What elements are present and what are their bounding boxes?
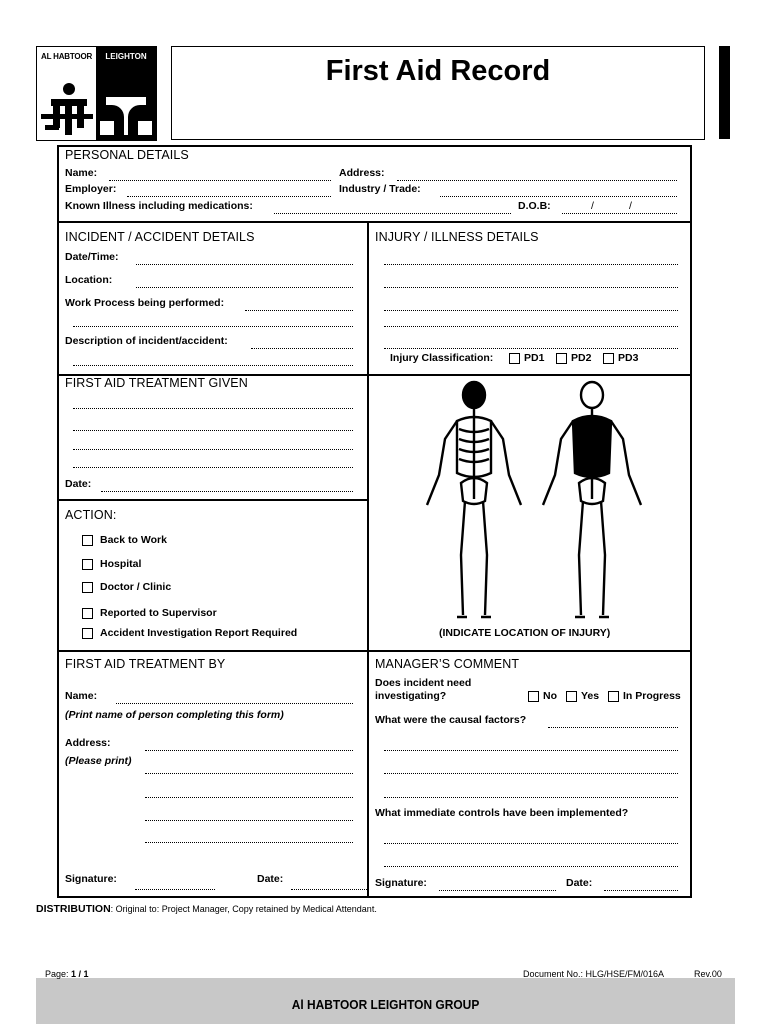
divider	[59, 221, 690, 223]
dob-label: D.O.B:	[518, 200, 551, 212]
address-label: Address:	[339, 167, 385, 179]
treatment-by-heading: FIRST AID TREATMENT BY	[65, 657, 226, 671]
location-field[interactable]	[136, 287, 353, 288]
work-process-field-2[interactable]	[73, 326, 353, 327]
controls-field-2[interactable]	[384, 866, 678, 867]
datetime-field[interactable]	[136, 264, 353, 265]
treatment-by-name-field[interactable]	[116, 703, 353, 704]
doctor-clinic-label: Doctor / Clinic	[100, 581, 172, 593]
company-name: Al HABTOOR LEIGHTON GROUP	[291, 997, 480, 1012]
treatment-by-address-label: Address:	[65, 737, 111, 749]
manager-heading: MANAGER’S COMMENT	[375, 657, 520, 671]
distribution-text: : Original to: Project Manager, Copy retained by Medical Attendant.	[110, 904, 377, 914]
industry-field[interactable]	[440, 196, 677, 197]
reported-supervisor-label: Reported to Supervisor	[100, 607, 217, 619]
reported-supervisor-checkbox[interactable]	[82, 608, 93, 619]
illness-field[interactable]	[274, 213, 511, 214]
work-process-field[interactable]	[245, 310, 353, 311]
page-number	[45, 969, 89, 979]
document-number: Document No.: HLG/HSE/FM/016A	[523, 969, 665, 979]
revision: Rev.00	[694, 969, 722, 979]
manager-signature-field[interactable]	[439, 890, 556, 891]
industry-label: Industry / Trade:	[339, 183, 421, 195]
treatment-by-date-field[interactable]	[291, 889, 367, 890]
treatment-field-3[interactable]	[73, 449, 353, 450]
investigation-report-label: Accident Investigation Report Required	[100, 627, 298, 639]
divider	[367, 650, 369, 896]
manager-date-label: Date:	[566, 877, 593, 889]
company-logo	[36, 46, 157, 141]
employer-label: Employer:	[65, 183, 117, 195]
investigate-yes-label: Yes	[581, 690, 600, 702]
title-box	[171, 46, 705, 140]
treatment-by-address-field-2[interactable]	[145, 773, 353, 774]
datetime-label: Date/Time:	[65, 251, 119, 263]
injury-field-1[interactable]	[384, 264, 678, 265]
investigation-report-checkbox[interactable]	[82, 628, 93, 639]
page-title: First Aid Record	[325, 55, 551, 87]
treatment-by-signature-label: Signature:	[65, 873, 117, 885]
logo-figure-icon	[41, 81, 93, 137]
pd3-label: PD3	[618, 352, 639, 364]
back-to-work-checkbox[interactable]	[82, 535, 93, 546]
description-field[interactable]	[251, 348, 353, 349]
doctor-clinic-checkbox[interactable]	[82, 582, 93, 593]
injury-field-5[interactable]	[384, 348, 678, 349]
treatment-by-address-field-3[interactable]	[145, 797, 353, 798]
treatment-date-label: Date:	[65, 478, 92, 490]
dob-field[interactable]	[562, 213, 677, 214]
pd1-checkbox[interactable]	[509, 353, 520, 364]
investigate-no-label: No	[543, 690, 557, 702]
investigate-yes-checkbox[interactable]	[566, 691, 577, 702]
illness-label: Known Illness including medications:	[65, 200, 253, 212]
pd2-label: PD2	[571, 352, 592, 364]
treatment-by-address-field-4[interactable]	[145, 820, 353, 821]
address-field[interactable]	[397, 180, 677, 181]
work-process-label: Work Process being performed:	[65, 297, 225, 309]
causal-factors-field-2[interactable]	[384, 750, 678, 751]
treatment-by-signature-field[interactable]	[135, 889, 215, 890]
personal-details-heading: PERSONAL DETAILS	[65, 148, 189, 162]
investigate-question-line1: Does incident need	[375, 677, 472, 689]
injury-field-3[interactable]	[384, 310, 678, 311]
causal-factors-field-4[interactable]	[384, 797, 678, 798]
body-diagram-caption: (INDICATE LOCATION OF INJURY)	[439, 627, 611, 639]
hospital-label: Hospital	[100, 558, 142, 570]
pd2-checkbox[interactable]	[556, 353, 567, 364]
dob-separator-1: /	[591, 200, 594, 212]
name-field[interactable]	[109, 180, 331, 181]
logo-right-text: LEIGHTON	[105, 52, 147, 61]
causal-factors-field-3[interactable]	[384, 773, 678, 774]
side-bar	[719, 46, 730, 139]
employer-field[interactable]	[127, 196, 331, 197]
location-label: Location:	[65, 274, 113, 286]
pd3-checkbox[interactable]	[603, 353, 614, 364]
manager-date-field[interactable]	[604, 890, 678, 891]
investigate-question-line2: investigating?	[375, 690, 447, 702]
treatment-by-address-field-1[interactable]	[145, 750, 353, 751]
injury-classification-label: Injury Classification:	[390, 352, 494, 364]
injury-field-2[interactable]	[384, 287, 678, 288]
back-to-work-label: Back to Work	[100, 534, 167, 546]
name-label: Name:	[65, 167, 98, 179]
causal-factors-label: What were the causal factors?	[375, 714, 527, 726]
controls-label: What immediate controls have been implemented?	[375, 807, 629, 819]
treatment-by-name-label: Name:	[65, 690, 98, 702]
investigate-in-progress-checkbox[interactable]	[608, 691, 619, 702]
controls-field-1[interactable]	[384, 843, 678, 844]
print-name-note: (Print name of person completing this form)	[65, 709, 284, 721]
treatment-heading: FIRST AID TREATMENT GIVEN	[65, 376, 248, 390]
treatment-field-4[interactable]	[73, 467, 353, 468]
incident-heading: INCIDENT / ACCIDENT DETAILS	[65, 230, 255, 244]
description-field-2[interactable]	[73, 365, 353, 366]
treatment-by-date-label: Date:	[257, 873, 284, 885]
injury-heading: INJURY / ILLNESS DETAILS	[375, 230, 539, 244]
description-label: Description of incident/accident:	[65, 335, 228, 347]
divider	[59, 499, 367, 501]
treatment-date-field[interactable]	[101, 491, 353, 492]
hospital-checkbox[interactable]	[82, 559, 93, 570]
please-print-note: (Please print)	[65, 755, 132, 767]
first-aid-form	[57, 145, 692, 898]
causal-factors-field-1[interactable]	[548, 727, 678, 728]
investigate-no-checkbox[interactable]	[528, 691, 539, 702]
treatment-by-address-field-5[interactable]	[145, 842, 353, 843]
page-label: Page:	[45, 969, 69, 979]
treatment-field-1[interactable]	[73, 408, 353, 409]
manager-signature-label: Signature:	[375, 877, 427, 889]
body-diagram-icon	[419, 379, 651, 627]
investigate-in-progress-label: In Progress	[623, 690, 681, 702]
divider	[367, 221, 369, 650]
distribution-note	[36, 899, 377, 917]
injury-field-4[interactable]	[384, 326, 678, 327]
divider	[59, 650, 690, 652]
dob-separator-2: /	[629, 200, 632, 212]
pd1-label: PD1	[524, 352, 545, 364]
action-heading: ACTION:	[65, 508, 117, 522]
page-value: 1 / 1	[71, 969, 89, 979]
treatment-field-2[interactable]	[73, 430, 353, 431]
logo-left-text: AL HABTOOR	[41, 52, 93, 61]
distribution-label: DISTRIBUTION	[36, 903, 111, 915]
logo-anvil-icon	[100, 91, 152, 137]
